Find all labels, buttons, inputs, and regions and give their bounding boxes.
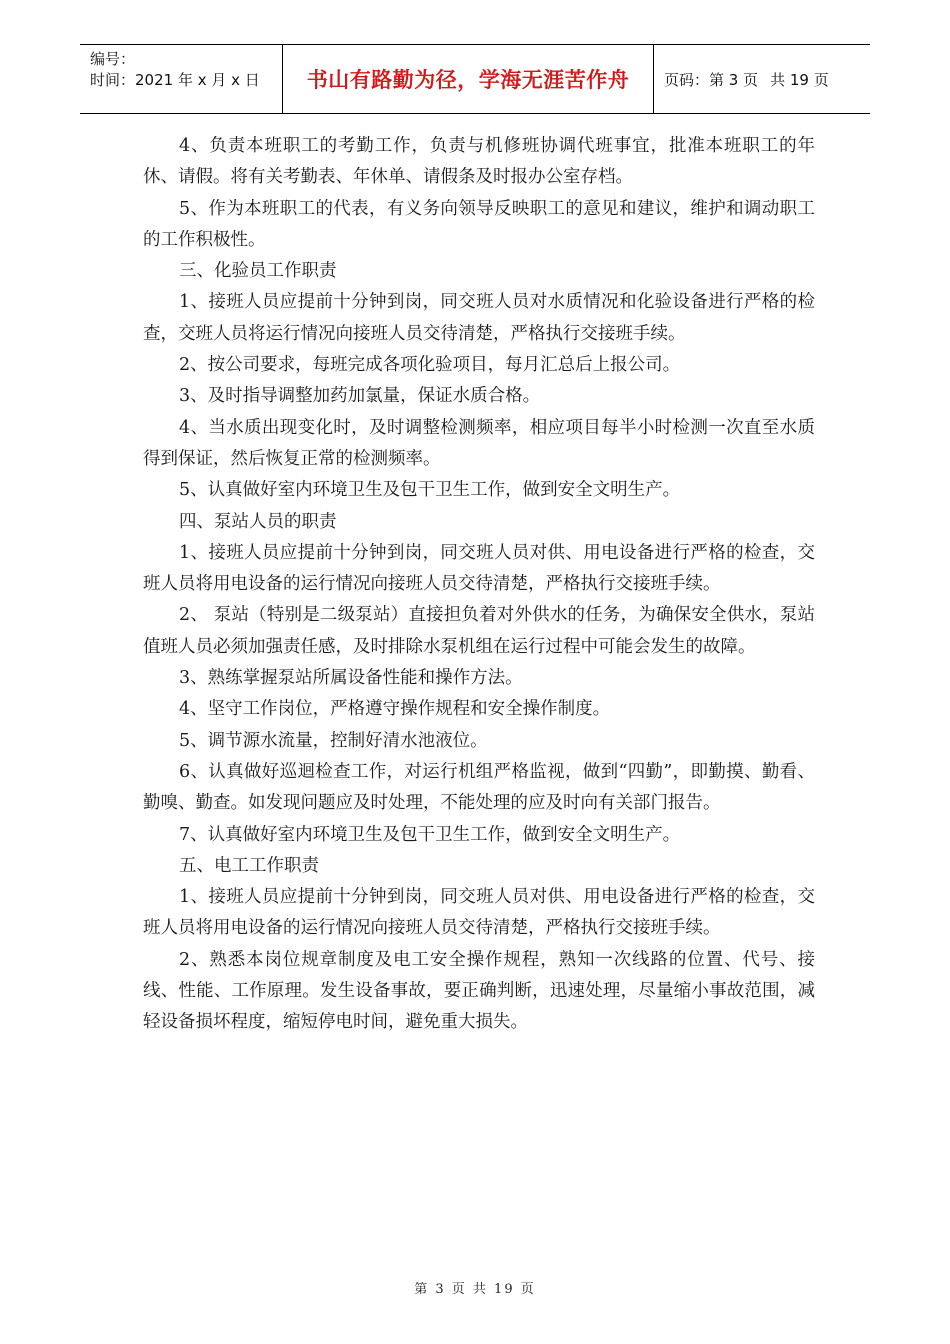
page-footer: 第 3 页 共 19 页 (414, 1282, 536, 1297)
document-number-label: 编号： (90, 50, 136, 68)
paragraph: 4、坚守工作岗位，严格遵守操作规程和安全操作制度。 (179, 699, 611, 720)
paragraph: 5、作为本班职工的代表，有义务向领导反映职工的意见和建议，维护和调动职工的工作积极性。 (143, 198, 815, 250)
paragraph: 1、接班人员应提前十分钟到岗，同交班人员对供、用电设备进行严格的检查，交班人员将用电设备的运行情况向接班人员交待清楚，严格执行交接班手续。 (143, 542, 815, 595)
document-date-label: 时间：2021 年 x 月 x 日 (90, 71, 260, 89)
section-heading: 五、电工工作职责 (179, 855, 319, 876)
document-body (143, 131, 815, 1039)
header-motto: 书山有路勤为径，学海无涯苦作舟 (282, 45, 654, 113)
paragraph: 6、认真做好巡迴检查工作，对运行机组严格监视，做到“四勤”，即勤摸、勤看、勤嗅、勤查。如发现问题应及时处理，不能处理的应及时向有关部门报告。 (143, 761, 815, 814)
paragraph: 7、认真做好室内环境卫生及包干卫生工作，做到安全文明生产。 (179, 824, 681, 845)
paragraph: 1、接班人员应提前十分钟到岗，同交班人员对水质情况和化验设备进行严格的检查，交班人员将运行情况向接班人员交待清楚，严格执行交接班手续。 (143, 292, 815, 344)
section-heading: 三、化验员工作职责 (179, 261, 337, 282)
paragraph: 5、认真做好室内环境卫生及包干卫生工作，做到安全文明生产。 (179, 480, 681, 501)
header-meta (80, 45, 282, 113)
paragraph: 2、按公司要求，每班完成各项化验项目，每月汇总后上报公司。 (179, 355, 681, 376)
paragraph: 4、负责本班职工的考勤工作，负责与机修班协调代班事宜，批准本班职工的年休、请假。将有关考勤表、年休单、请假条及时报办公室存档。 (143, 136, 815, 188)
header-page-info (654, 45, 870, 113)
section-heading: 四、泵站人员的职责 (179, 511, 337, 532)
paragraph: 3、及时指导调整加药加氯量，保证水质合格。 (179, 386, 541, 407)
paragraph: 2、熟悉本岗位规章制度及电工安全操作规程，熟知一次线路的位置、代号、接线、性能、工作原理。发生设备事故，要正确判断，迅速处理，尽量缩小事故范围，减轻设备损坏程度，缩短停电时间，避免重大损失。 (143, 949, 815, 1033)
paragraph: 5、调节源水流量，控制好清水池液位。 (179, 730, 488, 751)
header-page-number: 页码：第 3 页 (664, 70, 759, 89)
header-page-total: 共 19 页 (770, 70, 829, 89)
paragraph: 3、熟练掌握泵站所属设备性能和操作方法。 (179, 668, 523, 689)
page-header (80, 44, 870, 114)
paragraph: 4、当水质出现变化时，及时调整检测频率，相应项目每半小时检测一次直至水质得到保证，然后恢复正常的检测频率。 (143, 417, 815, 469)
paragraph: 2、 泵站（特别是二级泵站）直接担负着对外供水的任务，为确保安全供水，泵站值班人员必须加强责任感，及时排除水泵机组在运行过程中可能会发生的故障。 (143, 605, 815, 657)
paragraph: 1、接班人员应提前十分钟到岗，同交班人员对供、用电设备进行严格的检查，交班人员将用电设备的运行情况向接班人员交待清楚，严格执行交接班手续。 (143, 887, 815, 939)
